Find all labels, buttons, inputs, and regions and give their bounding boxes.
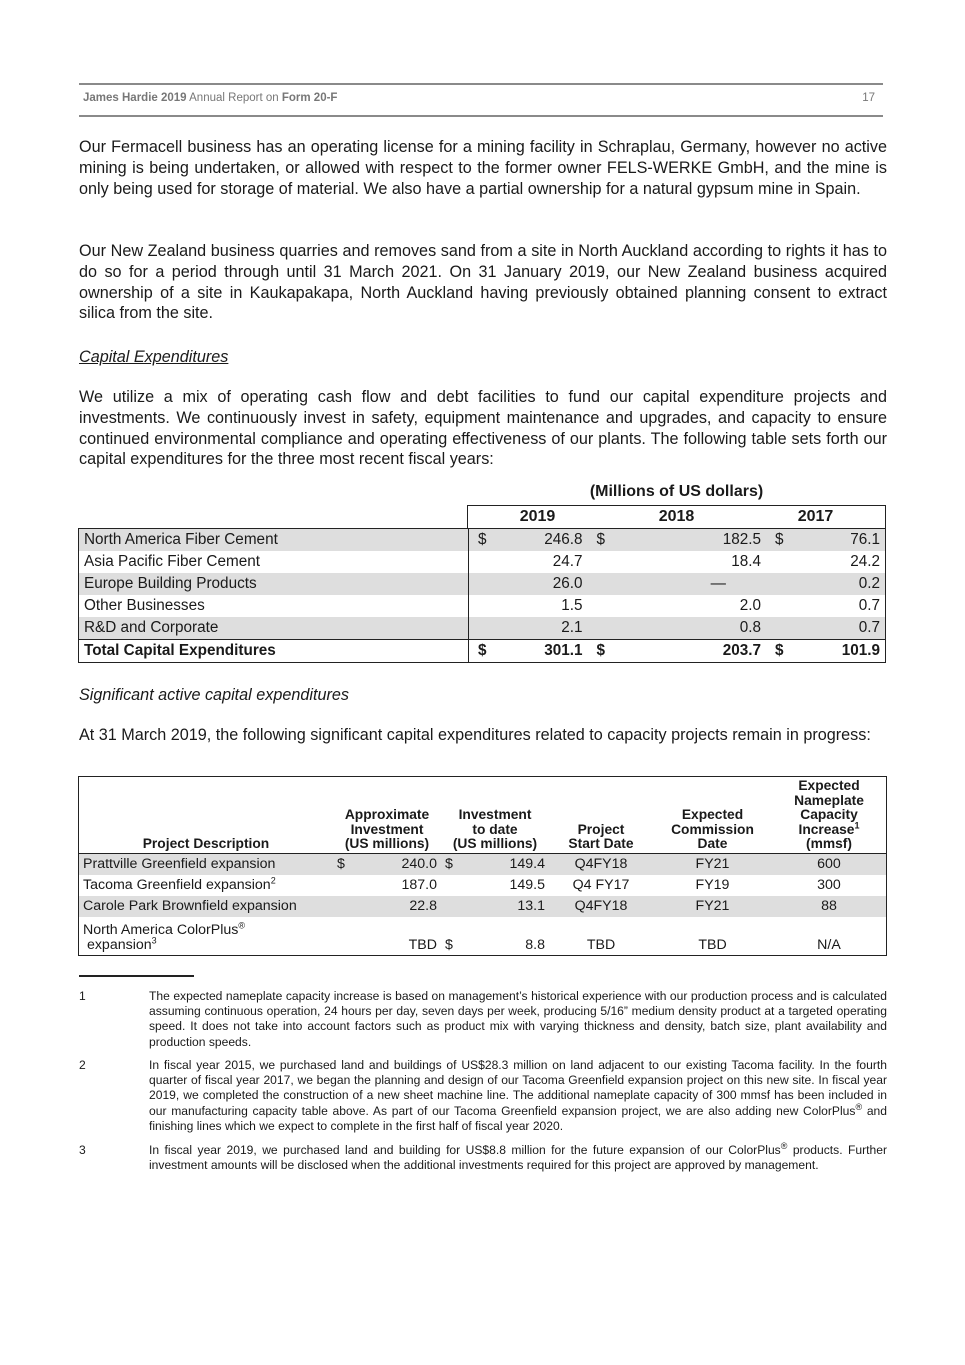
commission-date: FY21 bbox=[653, 853, 772, 875]
footnote-number: 3 bbox=[79, 1143, 86, 1157]
registered-mark: ® bbox=[780, 1140, 788, 1151]
value-2017: 76.1 bbox=[794, 529, 885, 552]
currency bbox=[333, 875, 355, 896]
paragraph-projects-intro: At 31 March 2019, the following significant capital expenditures related to capacity projects remain in progress: bbox=[79, 726, 871, 744]
header-text: Expected bbox=[798, 778, 860, 793]
currency bbox=[766, 617, 794, 640]
row-label: Other Businesses bbox=[79, 595, 469, 617]
footnote bbox=[79, 1140, 887, 1173]
approx-investment: TBD bbox=[408, 936, 437, 953]
value-2018: — bbox=[616, 573, 767, 595]
value-2019: 1.5 bbox=[561, 597, 583, 614]
currency: $ bbox=[469, 640, 498, 663]
header-text: Approximate bbox=[344, 807, 430, 822]
project-row bbox=[79, 875, 887, 896]
header-text: Project bbox=[577, 821, 625, 837]
currency bbox=[469, 617, 498, 640]
header-text: to date bbox=[472, 821, 518, 837]
footnote bbox=[79, 1058, 887, 1134]
approx-investment: 187.0 bbox=[401, 876, 437, 893]
capex-row bbox=[79, 573, 886, 595]
project-description bbox=[79, 917, 334, 956]
currency bbox=[441, 875, 463, 896]
capacity-increase: 300 bbox=[817, 876, 841, 893]
footnote-text: The expected nameplate capacity increase is based on management’s historical experience with our production process and is calculated assuming continuous operation, 24 hours per day, seven days per week, producing 5/16” medium density product at a targeted operating speed. It does not take into account factors such as product mix with varying thickness and density, batch size, plant availability and production speeds. bbox=[149, 989, 887, 1049]
header-text: Expected bbox=[681, 807, 744, 822]
value-2019: 2.1 bbox=[497, 617, 588, 640]
paragraph-capex-intro: We utilize a mix of operating cash flow and debt facilities to fund our capital expenditure projects and investments. We continuously invest in safety, equipment maintenance and upgrades, and capacity to ensure continued environmental compliance and operating effectiveness of our plants. The following table sets forth our capital expenditures for the three most recent fiscal years: bbox=[79, 388, 887, 469]
capacity-increase: 600 bbox=[772, 853, 887, 875]
currency bbox=[333, 896, 355, 917]
currency: $ bbox=[766, 640, 794, 663]
currency: $ bbox=[469, 529, 498, 552]
header-text: (mmsf) bbox=[806, 836, 852, 851]
header-company: James Hardie 2019 bbox=[83, 92, 187, 104]
header-text: Nameplate bbox=[794, 792, 864, 808]
capex-table bbox=[78, 528, 886, 663]
header-investment-to-date bbox=[441, 777, 549, 854]
currency bbox=[469, 595, 498, 617]
header-form: Form 20-F bbox=[281, 92, 338, 104]
footnote-ref: 1 bbox=[854, 819, 860, 830]
header-text: (US millions) bbox=[344, 836, 430, 851]
capacity-increase: 88 bbox=[772, 896, 887, 917]
header-text: Increase bbox=[798, 821, 855, 837]
currency bbox=[469, 573, 498, 595]
year-header-2018: 2018 bbox=[658, 508, 695, 525]
currency bbox=[469, 551, 498, 573]
value-2017: 0.2 bbox=[794, 573, 885, 595]
description-text: Tacoma Greenfield expansion bbox=[83, 876, 271, 893]
start-date: Q4FY18 bbox=[549, 896, 653, 917]
row-label: R&D and Corporate bbox=[79, 617, 469, 640]
description-text: North America ColorPlus bbox=[83, 921, 239, 938]
header-capacity-increase bbox=[772, 777, 887, 854]
header-approx-investment bbox=[333, 777, 441, 854]
registered-mark: ® bbox=[855, 1101, 863, 1112]
value-2019: 24.7 bbox=[552, 553, 583, 570]
footnote-text bbox=[149, 1058, 887, 1134]
year-header-2019: 2019 bbox=[519, 508, 556, 525]
project-description: Carole Park Brownfield expansion bbox=[79, 896, 334, 917]
paragraph-fermacell: Our Fermacell business has an operating license for a mining facility in Schraplau, Germany, however no active mining is being undertaken, or allowed with respect to the former owner FELS-WERKE GmbH, and the mine is only being used for storage of material. We also have a partial ownership for a natural gypsum mine in Spain. bbox=[79, 138, 887, 198]
approx-investment: 22.8 bbox=[355, 896, 441, 917]
capex-row bbox=[79, 551, 886, 573]
header-start-date bbox=[549, 777, 653, 854]
total-2017: 101.9 bbox=[794, 640, 885, 663]
footnote-text-part: products. Further investment amounts will be disclosed when the additional investments required for this project are approved by management. bbox=[149, 1143, 887, 1173]
investment-to-date: 8.8 bbox=[525, 936, 545, 953]
currency bbox=[588, 595, 616, 617]
header-text: Date bbox=[697, 836, 728, 851]
project-row bbox=[79, 853, 887, 875]
capex-row bbox=[79, 617, 886, 640]
total-2018: 203.7 bbox=[616, 640, 767, 663]
commission-date: FY19 bbox=[695, 876, 730, 893]
row-label: North America Fiber Cement bbox=[79, 529, 469, 552]
commission-date: FY21 bbox=[653, 896, 772, 917]
header-text: Commission bbox=[671, 821, 754, 837]
investment-to-date: 149.5 bbox=[509, 876, 545, 893]
project-description: Prattville Greenfield expansion bbox=[79, 853, 334, 875]
total-2019: 301.1 bbox=[497, 640, 588, 663]
header-commission-date bbox=[653, 777, 772, 854]
page-number: 17 bbox=[862, 92, 875, 104]
header-text: Capacity bbox=[800, 807, 858, 822]
page-header bbox=[83, 92, 879, 104]
currency: $ bbox=[333, 853, 355, 875]
currency bbox=[588, 551, 616, 573]
start-date: Q4FY18 bbox=[549, 853, 653, 875]
description-text: expansion bbox=[86, 936, 152, 953]
currency bbox=[766, 573, 794, 595]
year-header-2017: 2017 bbox=[797, 508, 834, 525]
header-report: Annual Report on bbox=[189, 92, 279, 104]
start-date: Q4 FY17 bbox=[572, 876, 630, 893]
header-text: (US millions) bbox=[452, 836, 538, 851]
section-heading-active-capex: Significant active capital expenditures bbox=[79, 686, 349, 704]
currency: $ bbox=[766, 529, 794, 552]
footnote-text-part: In fiscal year 2015, we purchased land and buildings of US$28.3 million on land adjacent to our existing Tacoma facility. In the fourth quarter of fiscal year 2017, we began the planning and design of our Tacoma Greenfield expansion project on this new site. In fiscal year 2019, we completed the construction of a new sheet machine line. The additional nameplate capacity of 300 mmsf has been included in our manufacturing capacity table above. As part of our Tacoma Greenfield expansion project, we are also adding new ColorPlus bbox=[149, 1058, 887, 1118]
currency bbox=[588, 617, 616, 640]
approx-investment: 240.0 bbox=[355, 853, 441, 875]
currency bbox=[333, 917, 355, 956]
capex-total-row bbox=[79, 640, 886, 663]
project-description bbox=[79, 875, 334, 896]
investment-to-date: 149.4 bbox=[463, 853, 549, 875]
footnote-text-part: In fiscal year 2019, we purchased land and building for US$8.8 million for the future expansion of our ColorPlus bbox=[149, 1143, 781, 1157]
currency bbox=[766, 551, 794, 573]
value-2019: 26.0 bbox=[497, 573, 588, 595]
currency bbox=[766, 595, 794, 617]
footnote bbox=[79, 989, 887, 1050]
projects-table bbox=[78, 776, 887, 956]
commission-date: TBD bbox=[698, 936, 727, 953]
currency: $ bbox=[588, 640, 616, 663]
total-label: Total Capital Expenditures bbox=[79, 640, 469, 663]
value-2018: 182.5 bbox=[616, 529, 767, 552]
capex-year-header bbox=[467, 505, 886, 528]
capacity-increase: N/A bbox=[817, 936, 841, 953]
investment-to-date: 13.1 bbox=[463, 896, 549, 917]
currency bbox=[588, 573, 616, 595]
footnote-number: 2 bbox=[79, 1058, 86, 1072]
value-2017: 0.7 bbox=[794, 617, 885, 640]
paragraph-new-zealand: Our New Zealand business quarries and removes sand from a site in North Auckland according to rights it has to do so for a period through until 31 March 2021. On 31 January 2019, our New Zealand business acquired ownership of a site in Kaukapakapa, North Auckland having previously obtained planning consent to extract silica from the site. bbox=[79, 242, 887, 323]
currency bbox=[441, 896, 463, 917]
footnote-divider bbox=[79, 975, 194, 977]
footnote-text-part: and finishing lines which we expect to complete in the first half of fiscal year 2020. bbox=[149, 1103, 887, 1133]
header-text: Investment bbox=[458, 807, 532, 822]
projects-header-row bbox=[79, 777, 887, 854]
footnote-ref: 3 bbox=[151, 934, 157, 945]
value-2017: 24.2 bbox=[794, 551, 885, 573]
header-top-rule bbox=[79, 83, 883, 85]
capex-units-label: (Millions of US dollars) bbox=[589, 483, 764, 500]
header-project-description bbox=[79, 777, 334, 854]
row-label: Asia Pacific Fiber Cement bbox=[79, 551, 469, 573]
capex-row bbox=[79, 529, 886, 552]
project-row bbox=[79, 896, 887, 917]
value-2019: 246.8 bbox=[497, 529, 588, 552]
value-2018: 2.0 bbox=[739, 597, 762, 614]
value-2018: 0.8 bbox=[616, 617, 767, 640]
footnote-ref: 2 bbox=[270, 874, 276, 885]
capex-row bbox=[79, 595, 886, 617]
project-row bbox=[79, 917, 887, 956]
header-text: Start Date bbox=[568, 836, 634, 851]
footnote-number: 1 bbox=[79, 989, 86, 1003]
header-text: Project Description bbox=[142, 836, 270, 851]
currency: $ bbox=[441, 853, 463, 875]
value-2017: 0.7 bbox=[794, 595, 885, 617]
registered-mark: ® bbox=[238, 919, 245, 930]
currency: $ bbox=[588, 529, 616, 552]
header-bottom-rule bbox=[79, 115, 883, 117]
header-text: Investment bbox=[350, 821, 424, 837]
section-heading-capital-expenditures: Capital Expenditures bbox=[79, 348, 229, 366]
start-date: TBD bbox=[586, 936, 616, 953]
currency: $ bbox=[445, 936, 453, 953]
value-2018: 18.4 bbox=[731, 553, 762, 570]
footnote-text bbox=[149, 1140, 887, 1173]
row-label: Europe Building Products bbox=[79, 573, 469, 595]
